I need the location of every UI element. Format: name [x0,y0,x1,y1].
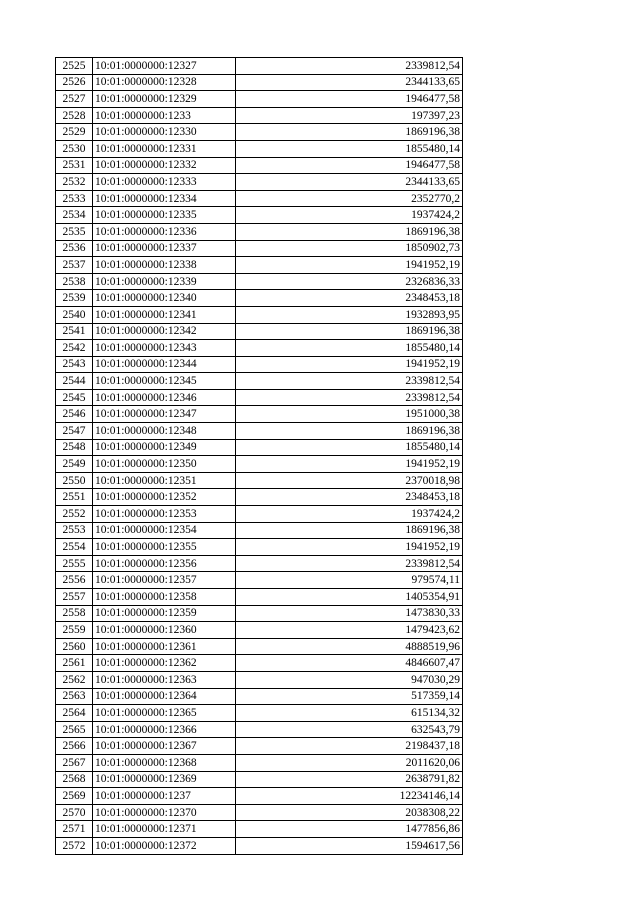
value-cell: 1941952,19 [236,456,463,473]
row-number-cell: 2566 [56,738,93,755]
row-number-cell: 2526 [56,74,93,91]
row-number-cell: 2534 [56,207,93,224]
cadastral-number-cell: 10:01:0000000:12327 [93,58,236,75]
table-row [56,323,463,340]
table-row [56,705,463,722]
table-row [56,273,463,290]
row-number-cell: 2547 [56,423,93,440]
row-number-cell: 2536 [56,240,93,257]
cadastral-number-cell: 10:01:0000000:12361 [93,638,236,655]
row-number-cell: 2538 [56,273,93,290]
cadastral-number-cell: 10:01:0000000:12344 [93,356,236,373]
row-number-cell: 2554 [56,539,93,556]
row-number-cell: 2569 [56,788,93,805]
row-number-cell: 2563 [56,688,93,705]
value-cell: 2339812,54 [236,555,463,572]
data-table [55,57,463,855]
value-cell: 979574,11 [236,572,463,589]
table-row [56,622,463,639]
row-number-cell: 2564 [56,705,93,722]
row-number-cell: 2551 [56,489,93,506]
table-row [56,373,463,390]
cadastral-number-cell: 10:01:0000000:12346 [93,389,236,406]
cadastral-number-cell: 10:01:0000000:12363 [93,671,236,688]
value-cell: 2326836,33 [236,273,463,290]
table-row [56,539,463,556]
cadastral-number-cell: 10:01:0000000:12338 [93,257,236,274]
value-cell: 2038308,22 [236,804,463,821]
cadastral-number-cell: 10:01:0000000:12370 [93,804,236,821]
row-number-cell: 2541 [56,323,93,340]
row-number-cell: 2540 [56,306,93,323]
cadastral-number-cell: 10:01:0000000:12340 [93,290,236,307]
value-cell: 2344133,65 [236,74,463,91]
value-cell: 1869196,38 [236,522,463,539]
table-row [56,837,463,854]
cadastral-number-cell: 10:01:0000000:12348 [93,423,236,440]
table-row [56,489,463,506]
table-row [56,439,463,456]
cadastral-number-cell: 10:01:0000000:12339 [93,273,236,290]
table-row [56,290,463,307]
row-number-cell: 2544 [56,373,93,390]
row-number-cell: 2531 [56,157,93,174]
value-cell: 2339812,54 [236,389,463,406]
value-cell: 615134,32 [236,705,463,722]
row-number-cell: 2565 [56,721,93,738]
table-row [56,257,463,274]
table-row [56,771,463,788]
cadastral-number-cell: 10:01:0000000:12356 [93,555,236,572]
value-cell: 2348453,18 [236,489,463,506]
table-row [56,190,463,207]
row-number-cell: 2546 [56,406,93,423]
table-row [56,107,463,124]
cadastral-number-cell: 10:01:0000000:12335 [93,207,236,224]
value-cell: 517359,14 [236,688,463,705]
value-cell: 2352770,2 [236,190,463,207]
value-cell: 1869196,38 [236,323,463,340]
row-number-cell: 2557 [56,589,93,606]
row-number-cell: 2549 [56,456,93,473]
row-number-cell: 2525 [56,58,93,75]
value-cell: 1869196,38 [236,124,463,141]
table-row [56,207,463,224]
value-cell: 1937424,2 [236,506,463,523]
value-cell: 4888519,96 [236,638,463,655]
cadastral-number-cell: 10:01:0000000:12351 [93,472,236,489]
table-row [56,688,463,705]
cadastral-number-cell: 10:01:0000000:12372 [93,837,236,854]
value-cell: 1477856,86 [236,821,463,838]
table-row [56,638,463,655]
value-cell: 1855480,14 [236,340,463,357]
cadastral-number-cell: 10:01:0000000:12334 [93,190,236,207]
cadastral-number-cell: 10:01:0000000:1233 [93,107,236,124]
table-row [56,223,463,240]
value-cell: 1855480,14 [236,439,463,456]
cadastral-number-cell: 10:01:0000000:12362 [93,655,236,672]
value-cell: 632543,79 [236,721,463,738]
table-row [56,721,463,738]
table-row [56,821,463,838]
row-number-cell: 2552 [56,506,93,523]
table-row [56,124,463,141]
table-row [56,74,463,91]
row-number-cell: 2556 [56,572,93,589]
cadastral-number-cell: 10:01:0000000:12365 [93,705,236,722]
value-cell: 947030,29 [236,671,463,688]
cadastral-number-cell: 10:01:0000000:12349 [93,439,236,456]
table-row [56,472,463,489]
table-row [56,522,463,539]
cadastral-number-cell: 10:01:0000000:12357 [93,572,236,589]
value-cell: 1869196,38 [236,423,463,440]
cadastral-number-cell: 10:01:0000000:12355 [93,539,236,556]
value-cell: 1850902,73 [236,240,463,257]
cadastral-number-cell: 10:01:0000000:12332 [93,157,236,174]
value-cell: 1932893,95 [236,306,463,323]
cadastral-number-cell: 10:01:0000000:12330 [93,124,236,141]
cadastral-number-cell: 10:01:0000000:12345 [93,373,236,390]
value-cell: 1937424,2 [236,207,463,224]
row-number-cell: 2568 [56,771,93,788]
value-cell: 2339812,54 [236,58,463,75]
row-number-cell: 2528 [56,107,93,124]
row-number-cell: 2529 [56,124,93,141]
row-number-cell: 2572 [56,837,93,854]
row-number-cell: 2532 [56,174,93,191]
value-cell: 2370018,98 [236,472,463,489]
value-cell: 1941952,19 [236,356,463,373]
cadastral-number-cell: 10:01:0000000:12369 [93,771,236,788]
value-cell: 2339812,54 [236,373,463,390]
cadastral-number-cell: 10:01:0000000:12364 [93,688,236,705]
value-cell: 1951000,38 [236,406,463,423]
table-row [56,340,463,357]
cadastral-number-cell: 10:01:0000000:12367 [93,738,236,755]
cadastral-number-cell: 10:01:0000000:12359 [93,605,236,622]
cadastral-number-cell: 10:01:0000000:12333 [93,174,236,191]
table-row [56,788,463,805]
cadastral-number-cell: 10:01:0000000:12371 [93,821,236,838]
cadastral-number-cell: 10:01:0000000:12342 [93,323,236,340]
table-row [56,671,463,688]
value-cell: 1473830,33 [236,605,463,622]
table-row [56,605,463,622]
cadastral-number-cell: 10:01:0000000:12353 [93,506,236,523]
table-body [56,58,463,855]
table-row [56,655,463,672]
row-number-cell: 2560 [56,638,93,655]
cadastral-number-cell: 10:01:0000000:12328 [93,74,236,91]
row-number-cell: 2527 [56,91,93,108]
row-number-cell: 2543 [56,356,93,373]
value-cell: 1594617,56 [236,837,463,854]
table-row [56,456,463,473]
row-number-cell: 2550 [56,472,93,489]
row-number-cell: 2542 [56,340,93,357]
value-cell: 1869196,38 [236,223,463,240]
cadastral-number-cell: 10:01:0000000:12360 [93,622,236,639]
row-number-cell: 2555 [56,555,93,572]
row-number-cell: 2530 [56,140,93,157]
value-cell: 2348453,18 [236,290,463,307]
table-row [56,589,463,606]
cadastral-number-cell: 10:01:0000000:12343 [93,340,236,357]
table-row [56,754,463,771]
table-row [56,555,463,572]
cadastral-number-cell: 10:01:0000000:12337 [93,240,236,257]
table-row [56,157,463,174]
table-row [56,91,463,108]
cadastral-number-cell: 10:01:0000000:12336 [93,223,236,240]
table-row [56,423,463,440]
cadastral-number-cell: 10:01:0000000:12358 [93,589,236,606]
value-cell: 1941952,19 [236,257,463,274]
value-cell: 1855480,14 [236,140,463,157]
row-number-cell: 2561 [56,655,93,672]
row-number-cell: 2558 [56,605,93,622]
value-cell: 1941952,19 [236,539,463,556]
value-cell: 1946477,58 [236,157,463,174]
value-cell: 2198437,18 [236,738,463,755]
cadastral-number-cell: 10:01:0000000:12366 [93,721,236,738]
cadastral-number-cell: 10:01:0000000:12354 [93,522,236,539]
value-cell: 2011620,06 [236,754,463,771]
value-cell: 1946477,58 [236,91,463,108]
table-row [56,572,463,589]
table-row [56,406,463,423]
row-number-cell: 2537 [56,257,93,274]
row-number-cell: 2553 [56,522,93,539]
table-row [56,738,463,755]
row-number-cell: 2545 [56,389,93,406]
table-row [56,306,463,323]
value-cell: 197397,23 [236,107,463,124]
row-number-cell: 2567 [56,754,93,771]
table-row [56,356,463,373]
cadastral-number-cell: 10:01:0000000:12329 [93,91,236,108]
table-row [56,58,463,75]
table-row [56,240,463,257]
cadastral-number-cell: 10:01:0000000:12350 [93,456,236,473]
cadastral-number-cell: 10:01:0000000:1237 [93,788,236,805]
value-cell: 2344133,65 [236,174,463,191]
value-cell: 4846607,47 [236,655,463,672]
table-row [56,140,463,157]
cadastral-number-cell: 10:01:0000000:12352 [93,489,236,506]
row-number-cell: 2559 [56,622,93,639]
value-cell: 2638791,82 [236,771,463,788]
row-number-cell: 2562 [56,671,93,688]
table-row [56,804,463,821]
table-row [56,506,463,523]
cadastral-number-cell: 10:01:0000000:12368 [93,754,236,771]
value-cell: 1479423,62 [236,622,463,639]
table-row [56,174,463,191]
row-number-cell: 2570 [56,804,93,821]
table-row [56,389,463,406]
row-number-cell: 2548 [56,439,93,456]
cadastral-number-cell: 10:01:0000000:12347 [93,406,236,423]
row-number-cell: 2535 [56,223,93,240]
cadastral-number-cell: 10:01:0000000:12341 [93,306,236,323]
value-cell: 12234146,14 [236,788,463,805]
value-cell: 1405354,91 [236,589,463,606]
row-number-cell: 2571 [56,821,93,838]
cadastral-number-cell: 10:01:0000000:12331 [93,140,236,157]
row-number-cell: 2533 [56,190,93,207]
row-number-cell: 2539 [56,290,93,307]
